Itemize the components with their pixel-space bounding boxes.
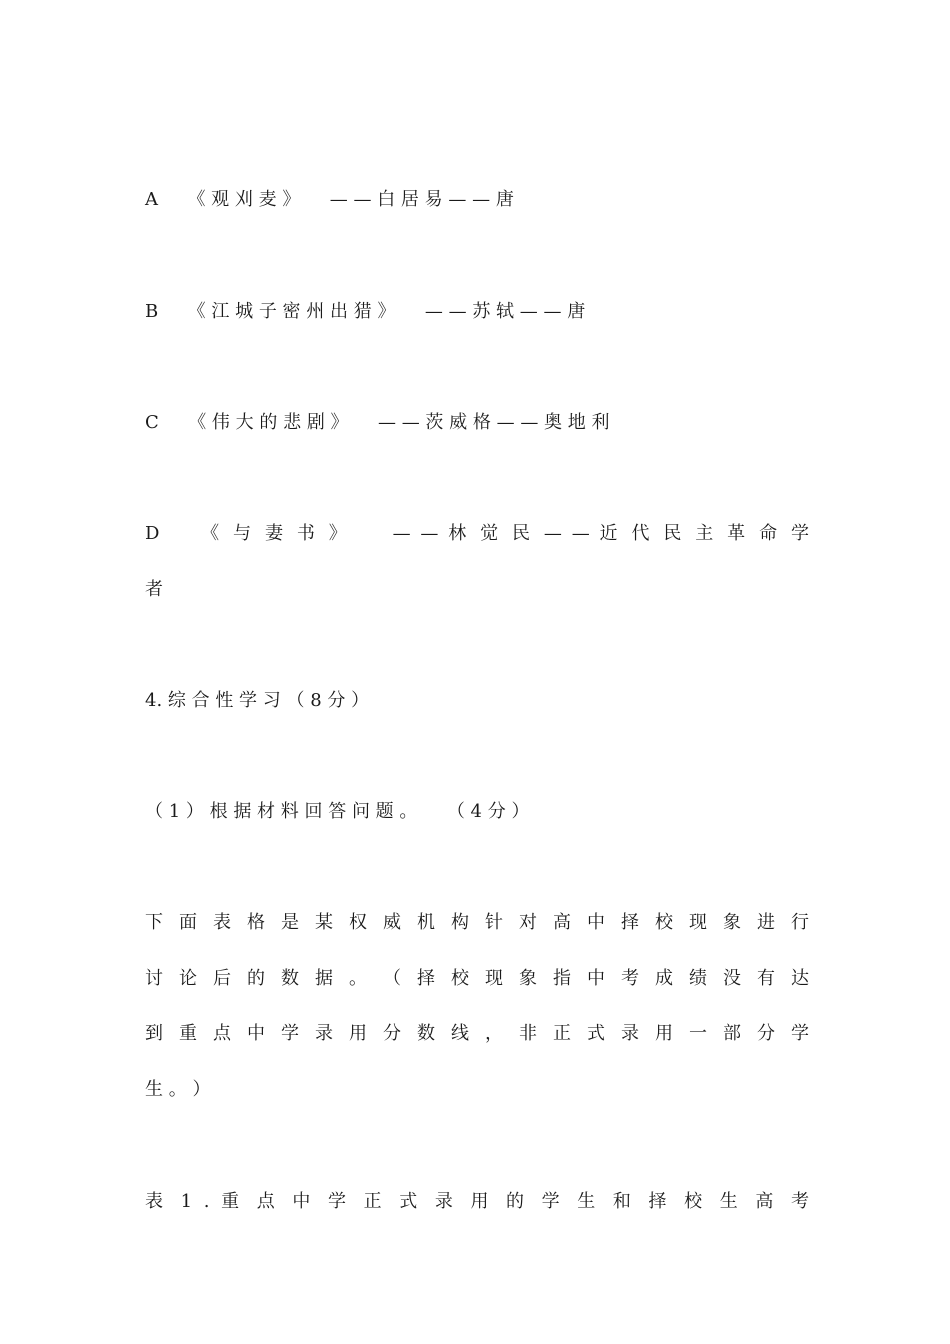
option-b: B 《 江 城 子 密 州 出 猎 》 — — 苏 轼 — — 唐 <box>145 301 586 322</box>
option-d: D 《 与 妻 书 》 — — 林 觉 民 — — 近 代 民 主 革 命 学 <box>145 523 809 544</box>
paragraph-line-3: 到 重 点 中 学 录 用 分 数 线 ， 非 正 式 录 用 一 部 分 学 <box>145 1023 809 1044</box>
section-heading: 4. 综 合 性 学 习 （ 8 分 ） <box>145 690 370 711</box>
option-d-continued: 者 <box>145 579 163 600</box>
option-a: A 《 观 刈 麦 》 — — 白 居 易 — — 唐 <box>145 189 514 210</box>
paragraph-line-4: 生 。 ） <box>145 1079 211 1100</box>
paragraph-line-1: 下 面 表 格 是 某 权 威 机 构 针 对 高 中 择 校 现 象 进 行 <box>145 912 809 933</box>
option-c: C 《 伟 大 的 悲 剧 》 — — 茨 威 格 — — 奥 地 利 <box>145 412 610 433</box>
paragraph-line-2: 讨 论 后 的 数 据 。 （ 择 校 现 象 指 中 考 成 绩 没 有 达 <box>145 968 809 989</box>
question-1: （ 1 ） 根 据 材 料 回 答 问 题 。 （ 4 分 ） <box>145 801 530 822</box>
table-caption: 表 1 . 重 点 中 学 正 式 录 用 的 学 生 和 择 校 生 高 考 <box>145 1191 809 1212</box>
